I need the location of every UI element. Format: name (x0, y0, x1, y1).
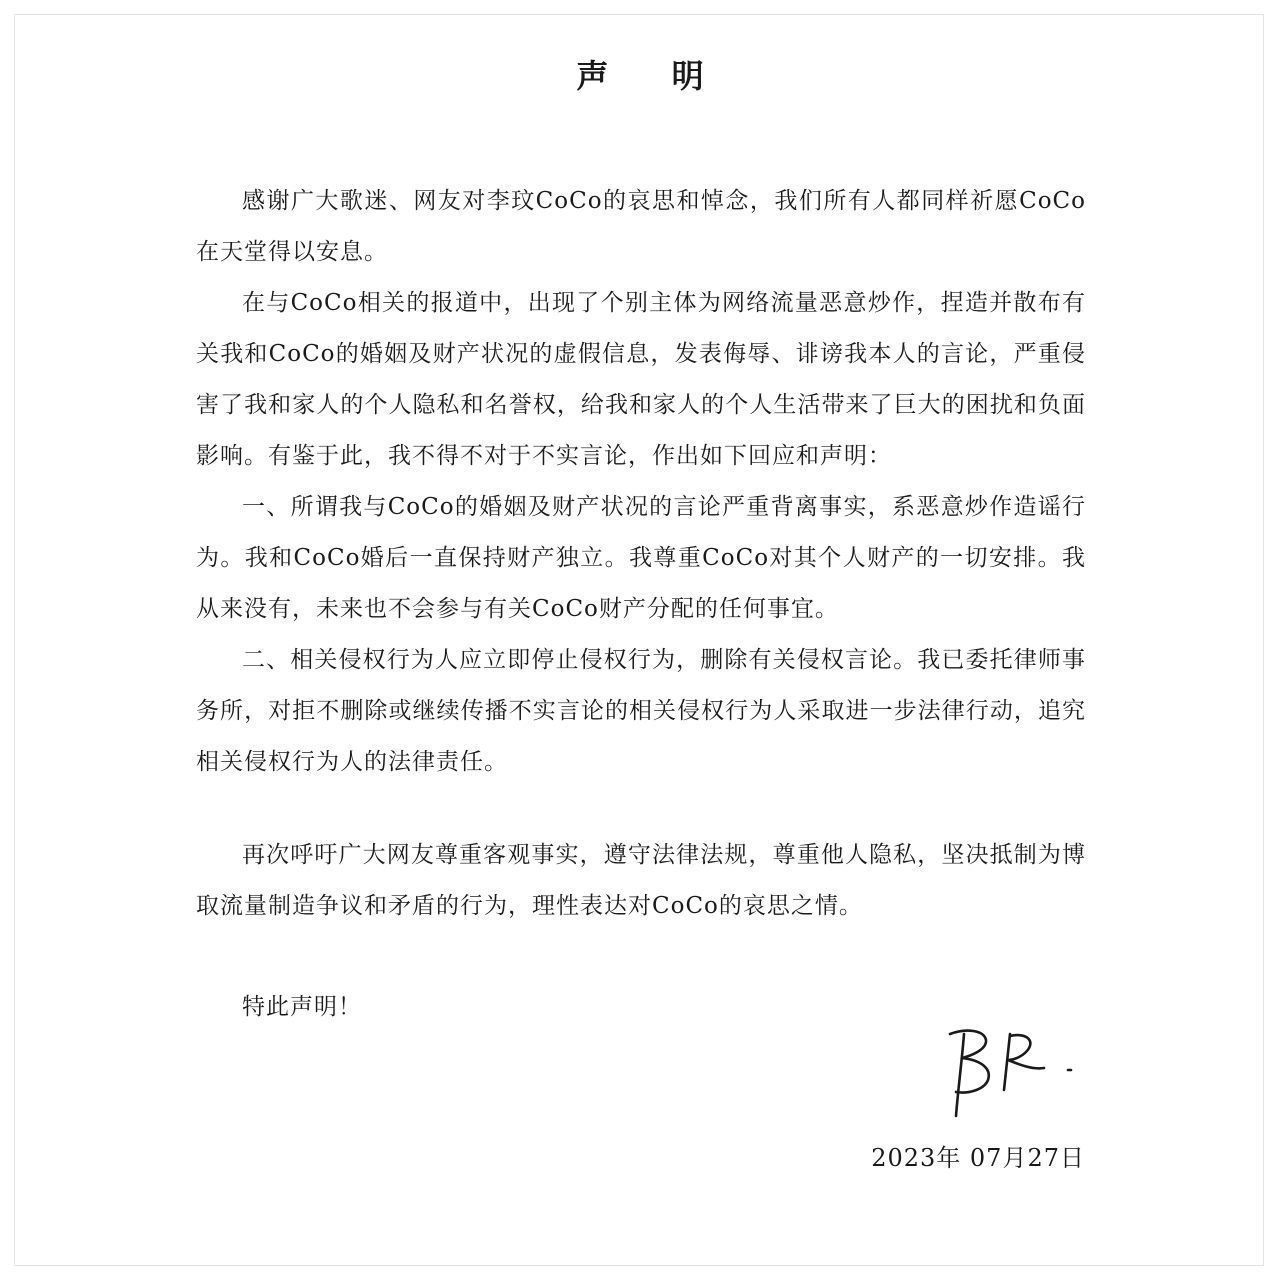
paragraph-background: 在与CoCo相关的报道中，出现了个别主体为网络流量恶意炒作，捏造并散布有关我和CoCo的婚姻及财产状况的虚假信息，发表侮辱、诽谤我本人的言论，严重侵害了我和家人的个人隐私和名誉权，给我和家人的个人生活带来了巨大的困扰和负面影响。有鉴于此，我不得不对于不实言论，作出如下回应和声明： (196, 290, 1086, 469)
paragraph-point-one: 一、所谓我与CoCo的婚姻及财产状况的言论严重背离事实，系恶意炒作造谣行为。我和CoCo婚后一直保持财产独立。我尊重CoCo对其个人财产的一切安排。我从来没有，未来也不会参与有关CoCo财产分配的任何事宜。 (196, 494, 1086, 622)
paragraph-point-two: 二、相关侵权行为人应立即停止侵权行为，删除有关侵权言论。我已委托律师事务所，对拒不删除或继续传播不实言论的相关侵权行为人采取进一步法律行动，追究相关侵权行为人的法律责任。 (196, 647, 1086, 775)
paragraph-closing: 再次呼吁广大网友尊重客观事实，遵守法律法规，尊重他人隐私，坚决抵制为博取流量制造争议和矛盾的行为，理性表达对CoCo的哀思之情。 (196, 842, 1086, 919)
statement-date: 2023年 07月27日 (871, 1144, 1085, 1172)
paragraph-gratitude: 感谢广大歌迷、网友对李玟CoCo的哀思和悼念，我们所有人都同样祈愿CoCo在天堂得以安息。 (196, 188, 1086, 265)
sign-off-text: 特此声明！ (242, 994, 362, 1020)
statement-body (196, 176, 1086, 788)
document-title: 声 明 (576, 57, 730, 95)
closing-section (196, 830, 1086, 932)
handwritten-signature (940, 1020, 1090, 1120)
